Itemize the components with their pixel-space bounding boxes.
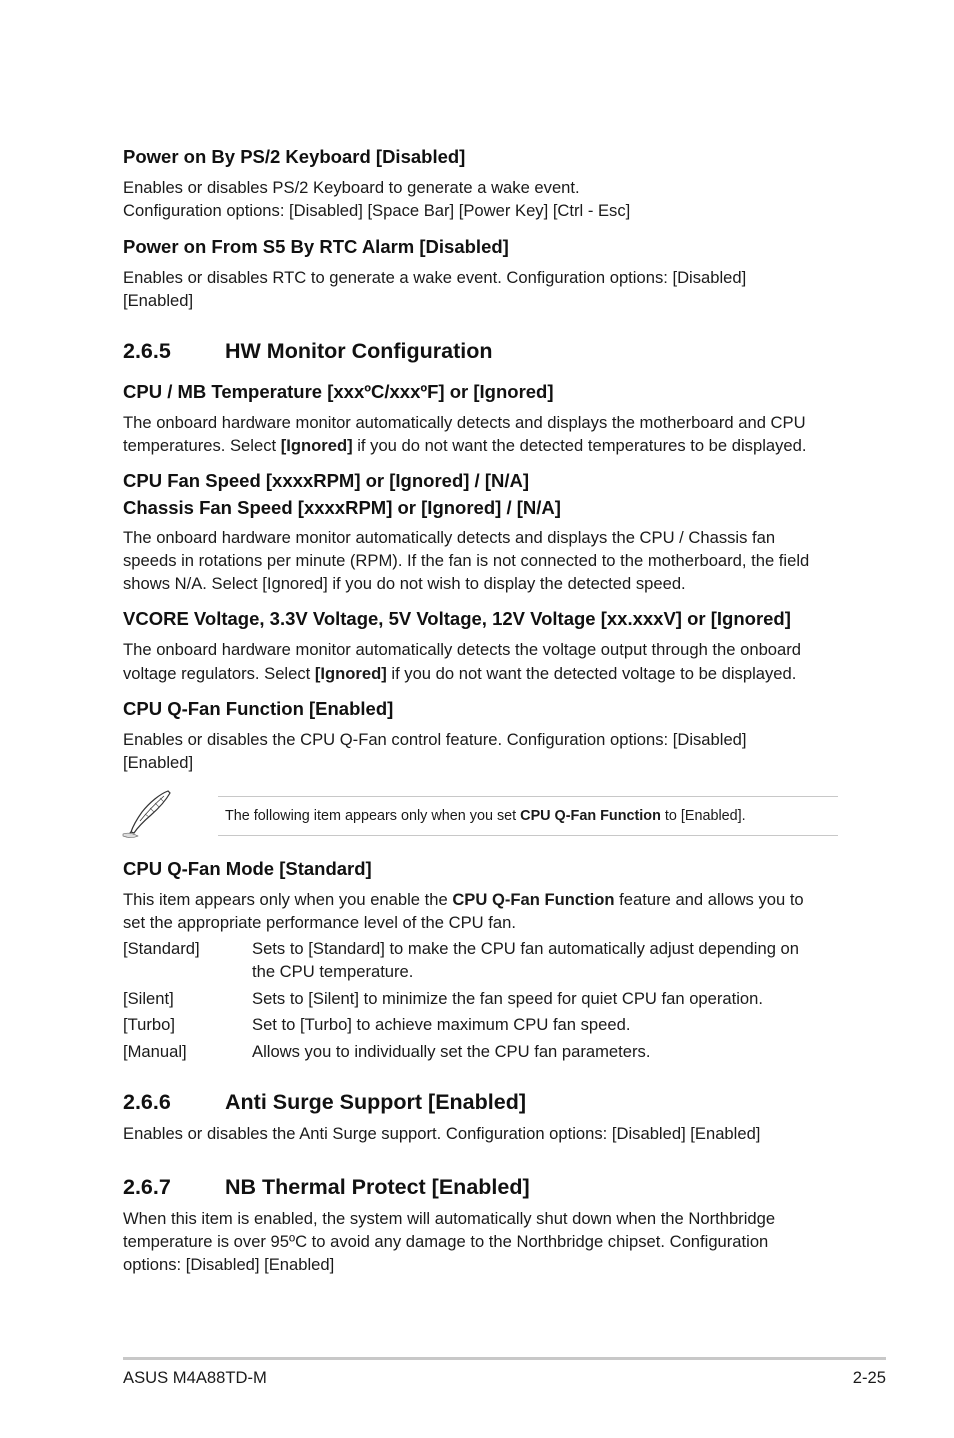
qmode-desc-line1: This item appears only when you enable the CPU Q-Fan Function feature and allows you to xyxy=(123,890,804,909)
option-term-manual: [Manual] xyxy=(123,1042,187,1061)
nb-thermal-desc-line2: temperature is over 95ºC to avoid any damage to the Northbridge chipset. Configuration xyxy=(123,1232,769,1251)
footer-product-name: ASUS M4A88TD-M xyxy=(123,1368,267,1387)
qfan-desc-line1: Enables or disables the CPU Q-Fan control feature. Configuration options: [Disabled] xyxy=(123,730,747,749)
qfan-desc-line2: [Enabled] xyxy=(123,753,194,772)
section-2-6-7-title: NB Thermal Protect [Enabled] xyxy=(225,1175,530,1199)
option-desc-manual: Allows you to individually set the CPU fan parameters. xyxy=(252,1042,651,1061)
section-2-6-6-title: Anti Surge Support [Enabled] xyxy=(225,1090,526,1114)
option-desc-standard-line2: the CPU temperature. xyxy=(252,962,414,981)
ps2-desc-line2: Configuration options: [Disabled] [Space Bar] [Power Key] [Ctrl - Esc] xyxy=(123,201,631,220)
fan-desc-line3: shows N/A. Select [Ignored] if you do not wish to display the detected speed. xyxy=(123,574,686,593)
nb-thermal-desc-line3: options: [Disabled] [Enabled] xyxy=(123,1255,335,1274)
temp-heading: CPU / MB Temperature [xxxºC/xxxºF] or [Ignored] xyxy=(123,381,554,402)
option-term-silent: [Silent] xyxy=(123,989,174,1008)
option-desc-standard: Sets to [Standard] to make the CPU fan automatically adjust depending on xyxy=(252,939,800,958)
qmode-desc-line2: set the appropriate performance level of the CPU fan. xyxy=(123,913,516,932)
rtc-desc-line1: Enables or disables RTC to generate a wake event. Configuration options: [Disabled] xyxy=(123,268,747,287)
option-desc-silent: Sets to [Silent] to minimize the fan speed for quiet CPU fan operation. xyxy=(252,989,763,1008)
anti-surge-desc: Enables or disables the Anti Surge support. Configuration options: [Disabled] [Enabled] xyxy=(123,1124,761,1143)
rtc-desc-line2: [Enabled] xyxy=(123,291,194,310)
qmode-heading: CPU Q-Fan Mode [Standard] xyxy=(123,858,372,879)
section-2-6-5-number: 2.6.5 xyxy=(123,339,171,363)
temp-desc-line2: temperatures. Select [Ignored] if you do not want the detected temperatures to be displayed. xyxy=(123,436,807,455)
section-2-6-6-number: 2.6.6 xyxy=(123,1090,171,1114)
volt-desc-line1: The onboard hardware monitor automatically detects the voltage output through the onboard xyxy=(123,640,802,659)
temp-desc-line1: The onboard hardware monitor automatically detects and displays the motherboard and CPU xyxy=(123,413,806,432)
option-term-turbo: [Turbo] xyxy=(123,1015,175,1034)
footer-rule xyxy=(123,1357,886,1360)
option-term-standard: [Standard] xyxy=(123,939,200,958)
section-2-6-7-number: 2.6.7 xyxy=(123,1175,171,1199)
section-2-6-5-title: HW Monitor Configuration xyxy=(225,339,493,363)
option-desc-turbo: Set to [Turbo] to achieve maximum CPU fan speed. xyxy=(252,1015,631,1034)
fan-heading-cpu: CPU Fan Speed [xxxxRPM] or [Ignored] / [N/A] xyxy=(123,470,530,491)
volt-heading: VCORE Voltage, 3.3V Voltage, 5V Voltage, 12V Voltage [xx.xxxV] or [Ignored] xyxy=(123,608,791,629)
fan-heading-chassis: Chassis Fan Speed [xxxxRPM] or [Ignored] / [N/A] xyxy=(123,497,561,518)
ps2-heading: Power on By PS/2 Keyboard [Disabled] xyxy=(123,146,466,167)
footer-page-number: 2-25 xyxy=(852,1368,886,1387)
nb-thermal-desc-line1: When this item is enabled, the system will automatically shut down when the Northbridge xyxy=(123,1209,776,1228)
rtc-heading: Power on From S5 By RTC Alarm [Disabled] xyxy=(123,236,509,257)
pen-note-icon xyxy=(120,788,176,840)
fan-desc-line2: speeds in rotations per minute (RPM). If the fan is not connected to the motherboard, the field xyxy=(123,551,810,570)
volt-desc-line2: voltage regulators. Select [Ignored] if you do not want the detected voltage to be displayed. xyxy=(123,664,797,683)
note-top-rule xyxy=(218,796,838,797)
qfan-heading: CPU Q-Fan Function [Enabled] xyxy=(123,698,394,719)
ps2-desc-line1: Enables or disables PS/2 Keyboard to generate a wake event. xyxy=(123,178,580,197)
note-bottom-rule xyxy=(218,835,838,836)
fan-desc-line1: The onboard hardware monitor automatically detects and displays the CPU / Chassis fan xyxy=(123,528,776,547)
note-text: The following item appears only when you set CPU Q-Fan Function to [Enabled]. xyxy=(225,808,746,824)
